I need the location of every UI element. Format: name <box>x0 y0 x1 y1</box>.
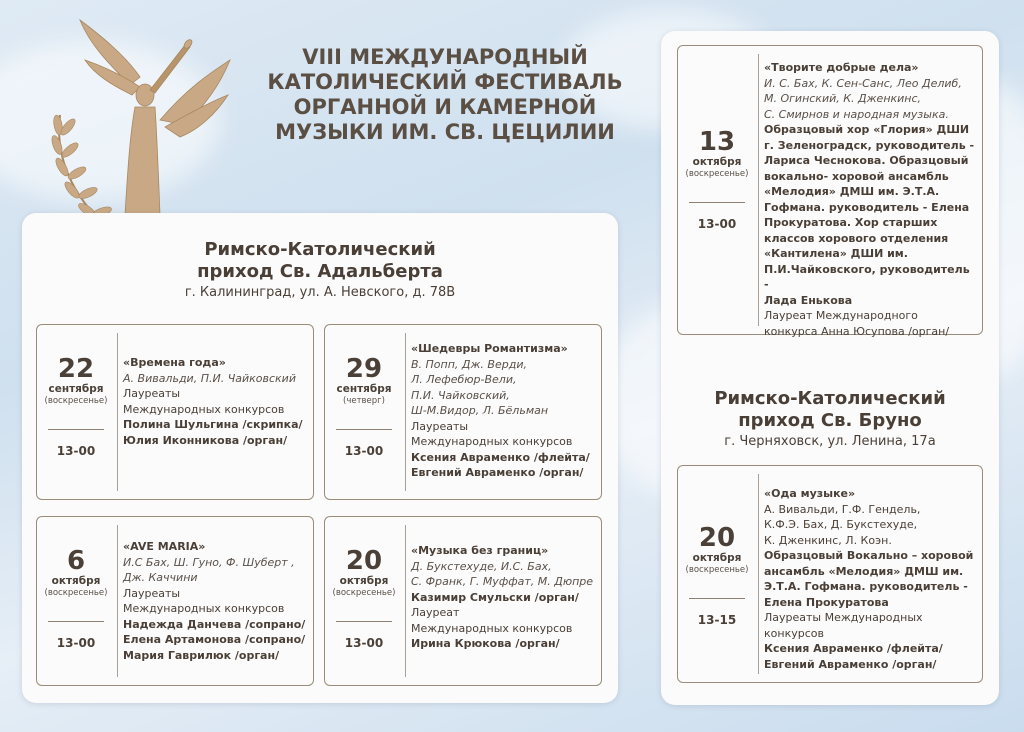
event-note: Международных конкурсов <box>123 402 285 416</box>
event-weekday: (четверг) <box>343 396 385 406</box>
event-title: «Музыка без границ» <box>411 544 549 557</box>
event-composers: М. Огинский, К. Дженкинс, <box>764 92 922 105</box>
festival-title-line: МУЗЫКИ ИМ. СВ. ЦЕЦИЛИИ <box>275 120 615 144</box>
event-month: октября <box>339 575 389 587</box>
event-time: 13-00 <box>344 636 384 650</box>
card-divider <box>405 333 406 491</box>
event-card <box>324 324 602 500</box>
event-month: сентября <box>48 383 104 395</box>
event-day: 20 <box>345 546 383 576</box>
event-month: октября <box>51 575 101 587</box>
event-info <box>764 486 978 672</box>
event-title: «Творите добрые дела» <box>764 61 919 74</box>
event-performer: ансамбль «Мелодия» ДМШ им. <box>764 564 964 578</box>
card-divider <box>758 474 759 674</box>
event-performer: Евгений Авраменко /орган/ <box>764 657 937 671</box>
event-performer: П.И.Чайковского, руководитель - <box>764 262 970 291</box>
event-month: сентября <box>336 383 392 395</box>
event-time: 13-00 <box>56 636 96 650</box>
event-note: конкурса Анна Юсупова /орган/ <box>764 324 950 338</box>
event-note: Лауреат <box>411 606 460 619</box>
venue-name-line: приход Св. Бруно <box>738 410 922 431</box>
event-day: 13 <box>698 127 736 157</box>
event-title: «Шедевры Романтизма» <box>411 342 568 355</box>
event-performer: Елена Артамонова /сопрано/ <box>123 633 306 646</box>
event-date <box>325 547 403 650</box>
date-divider <box>689 598 745 599</box>
event-composers: И. С. Бах, К. Сен-Санс, Лео Делиб, <box>764 76 962 90</box>
event-note: Международных конкурсов <box>411 435 573 448</box>
event-performer: Образцовый хор «Глория» ДШИ <box>764 123 970 136</box>
venue-address: г. Калининград, ул. А. Невского, д. 78В <box>184 285 456 300</box>
venue-adalbert <box>120 239 520 301</box>
venue-address: г. Черняховск, ул. Ленина, 17а <box>724 434 936 449</box>
festival-title-line: КАТОЛИЧЕСКИЙ ФЕСТИВАЛЬ <box>267 70 623 94</box>
date-divider <box>336 621 392 622</box>
event-month: октября <box>692 156 742 168</box>
event-date <box>37 355 115 458</box>
event-performer: Ксения Авраменко /флейта/ <box>411 450 590 464</box>
event-performer: Лариса Чеснокова. Образцовый <box>764 154 969 167</box>
event-performer: г. Зеленоградск, руководитель - <box>764 138 975 152</box>
event-performer: Мария Гаврилюк /орган/ <box>123 648 280 662</box>
event-composers: П.И. Чайковский, <box>411 388 510 402</box>
event-time: 13-00 <box>697 217 737 231</box>
venue-name-line: приход Св. Адальберта <box>197 261 443 282</box>
event-weekday: (воскресенье) <box>44 588 108 598</box>
venue-name-line: Римско-Католический <box>204 239 436 260</box>
event-day: 22 <box>57 354 95 384</box>
event-note: Лауреат Международного <box>764 309 918 322</box>
event-performer: Надежда Данчева /сопрано/ <box>123 617 306 631</box>
event-composers: А. Вивальди, П.И. Чайковский <box>123 371 296 385</box>
event-weekday: (воскресенье) <box>332 588 396 598</box>
event-performer: Казимир Смульски /орган/ <box>411 590 579 604</box>
event-note: А. Вивальди, Г.Ф. Гендель, <box>764 502 921 516</box>
event-performer: Ирина Крюкова /орган/ <box>411 637 560 650</box>
festival-title <box>265 45 625 145</box>
event-note: Лауреаты <box>123 586 181 600</box>
event-note: конкурсов <box>764 626 824 640</box>
event-performer: Э.Т.А. Гофмана. руководитель - <box>764 580 968 593</box>
event-title: «AVE MARIA» <box>123 540 206 553</box>
card-divider <box>758 54 759 326</box>
event-info <box>123 355 309 448</box>
event-weekday: (воскресенье) <box>685 565 749 575</box>
event-card <box>677 465 983 683</box>
card-divider <box>117 525 118 677</box>
event-info <box>411 341 597 481</box>
event-performer: Образцовый Вокально – хоровой <box>764 549 974 562</box>
venue-bruno <box>680 388 980 450</box>
festival-title-line: ОРГАННОЙ И КАМЕРНОЙ <box>293 95 597 119</box>
event-note: Лауреаты Международных <box>764 611 923 624</box>
event-composers: Л. Лефебюр-Вели, <box>411 373 517 386</box>
venue-name-line: Римско-Католический <box>714 388 946 409</box>
event-weekday: (воскресенье) <box>685 169 749 179</box>
date-divider <box>48 429 104 430</box>
event-card <box>324 516 602 686</box>
event-time: 13-15 <box>697 613 737 627</box>
event-performer: Елена Прокуратова <box>764 595 889 609</box>
event-performer: «Мелодия» ДМШ им. Э.Т.А. <box>764 185 940 198</box>
event-info <box>411 543 597 652</box>
event-performer: Лада Енькова <box>764 293 853 307</box>
event-note: К.Ф.Э. Бах, Д. Букстехуде, <box>764 518 918 531</box>
event-title: «Ода музыке» <box>764 487 856 500</box>
event-composers: С. Смирнов и народная музыка. <box>764 107 949 121</box>
event-title: «Времена года» <box>123 356 226 369</box>
event-performer: «Кантилена» ДШИ им. <box>764 247 908 260</box>
event-day: 20 <box>698 523 736 553</box>
event-card <box>36 324 314 500</box>
event-weekday: (воскресенье) <box>44 396 108 406</box>
event-performer: Ксения Авраменко /флейта/ <box>764 642 943 655</box>
event-day: 29 <box>345 354 383 384</box>
event-day: 6 <box>66 546 86 576</box>
event-info <box>123 539 309 663</box>
event-date <box>325 355 403 458</box>
event-performer: вокально- хоровой ансамбль <box>764 169 949 183</box>
event-date <box>678 524 756 627</box>
event-composers: Ш-М.Видор, Л. Бёльман <box>411 404 549 417</box>
event-composers: И.С Бах, Ш. Гуно, Ф. Шуберт , <box>123 555 295 569</box>
event-composers: Д. Букстехуде, И.С. Бах, <box>411 559 552 573</box>
event-performer: Полина Шульгина /скрипка/ <box>123 418 303 431</box>
event-composers: Дж. Каччини <box>123 571 198 584</box>
event-info <box>764 60 978 339</box>
date-divider <box>336 429 392 430</box>
event-performer: Юлия Иконникова /орган/ <box>123 433 288 447</box>
event-note: Лауреаты <box>411 419 469 433</box>
card-divider <box>405 525 406 677</box>
event-month: октября <box>692 552 742 564</box>
event-note: К. Дженкинс, Л. Коэн. <box>764 533 892 547</box>
card-divider <box>117 333 118 491</box>
event-note: Международных конкурсов <box>411 621 573 635</box>
event-performer: Евгений Авраменко /орган/ <box>411 466 584 479</box>
festival-title-line: VIII МЕЖДУНАРОДНЫЙ <box>302 45 588 69</box>
event-date <box>37 547 115 650</box>
event-card <box>677 45 983 338</box>
event-performer: Прокуратова. Хор старших <box>764 216 938 229</box>
date-divider <box>48 621 104 622</box>
event-time: 13-00 <box>56 444 96 458</box>
event-date <box>678 128 756 231</box>
date-divider <box>689 202 745 203</box>
event-time: 13-00 <box>344 444 384 458</box>
event-composers: В. Попп, Дж. Верди, <box>411 357 527 371</box>
event-composers: С. Франк, Г. Муффат, М. Дюпре <box>411 575 594 588</box>
event-note: Международных конкурсов <box>123 602 285 615</box>
event-card <box>36 516 314 686</box>
event-performer: классов хорового отделения <box>764 231 949 245</box>
event-performer: Гофмана. руководитель - Елена <box>764 200 970 214</box>
event-note: Лауреаты <box>123 387 181 400</box>
